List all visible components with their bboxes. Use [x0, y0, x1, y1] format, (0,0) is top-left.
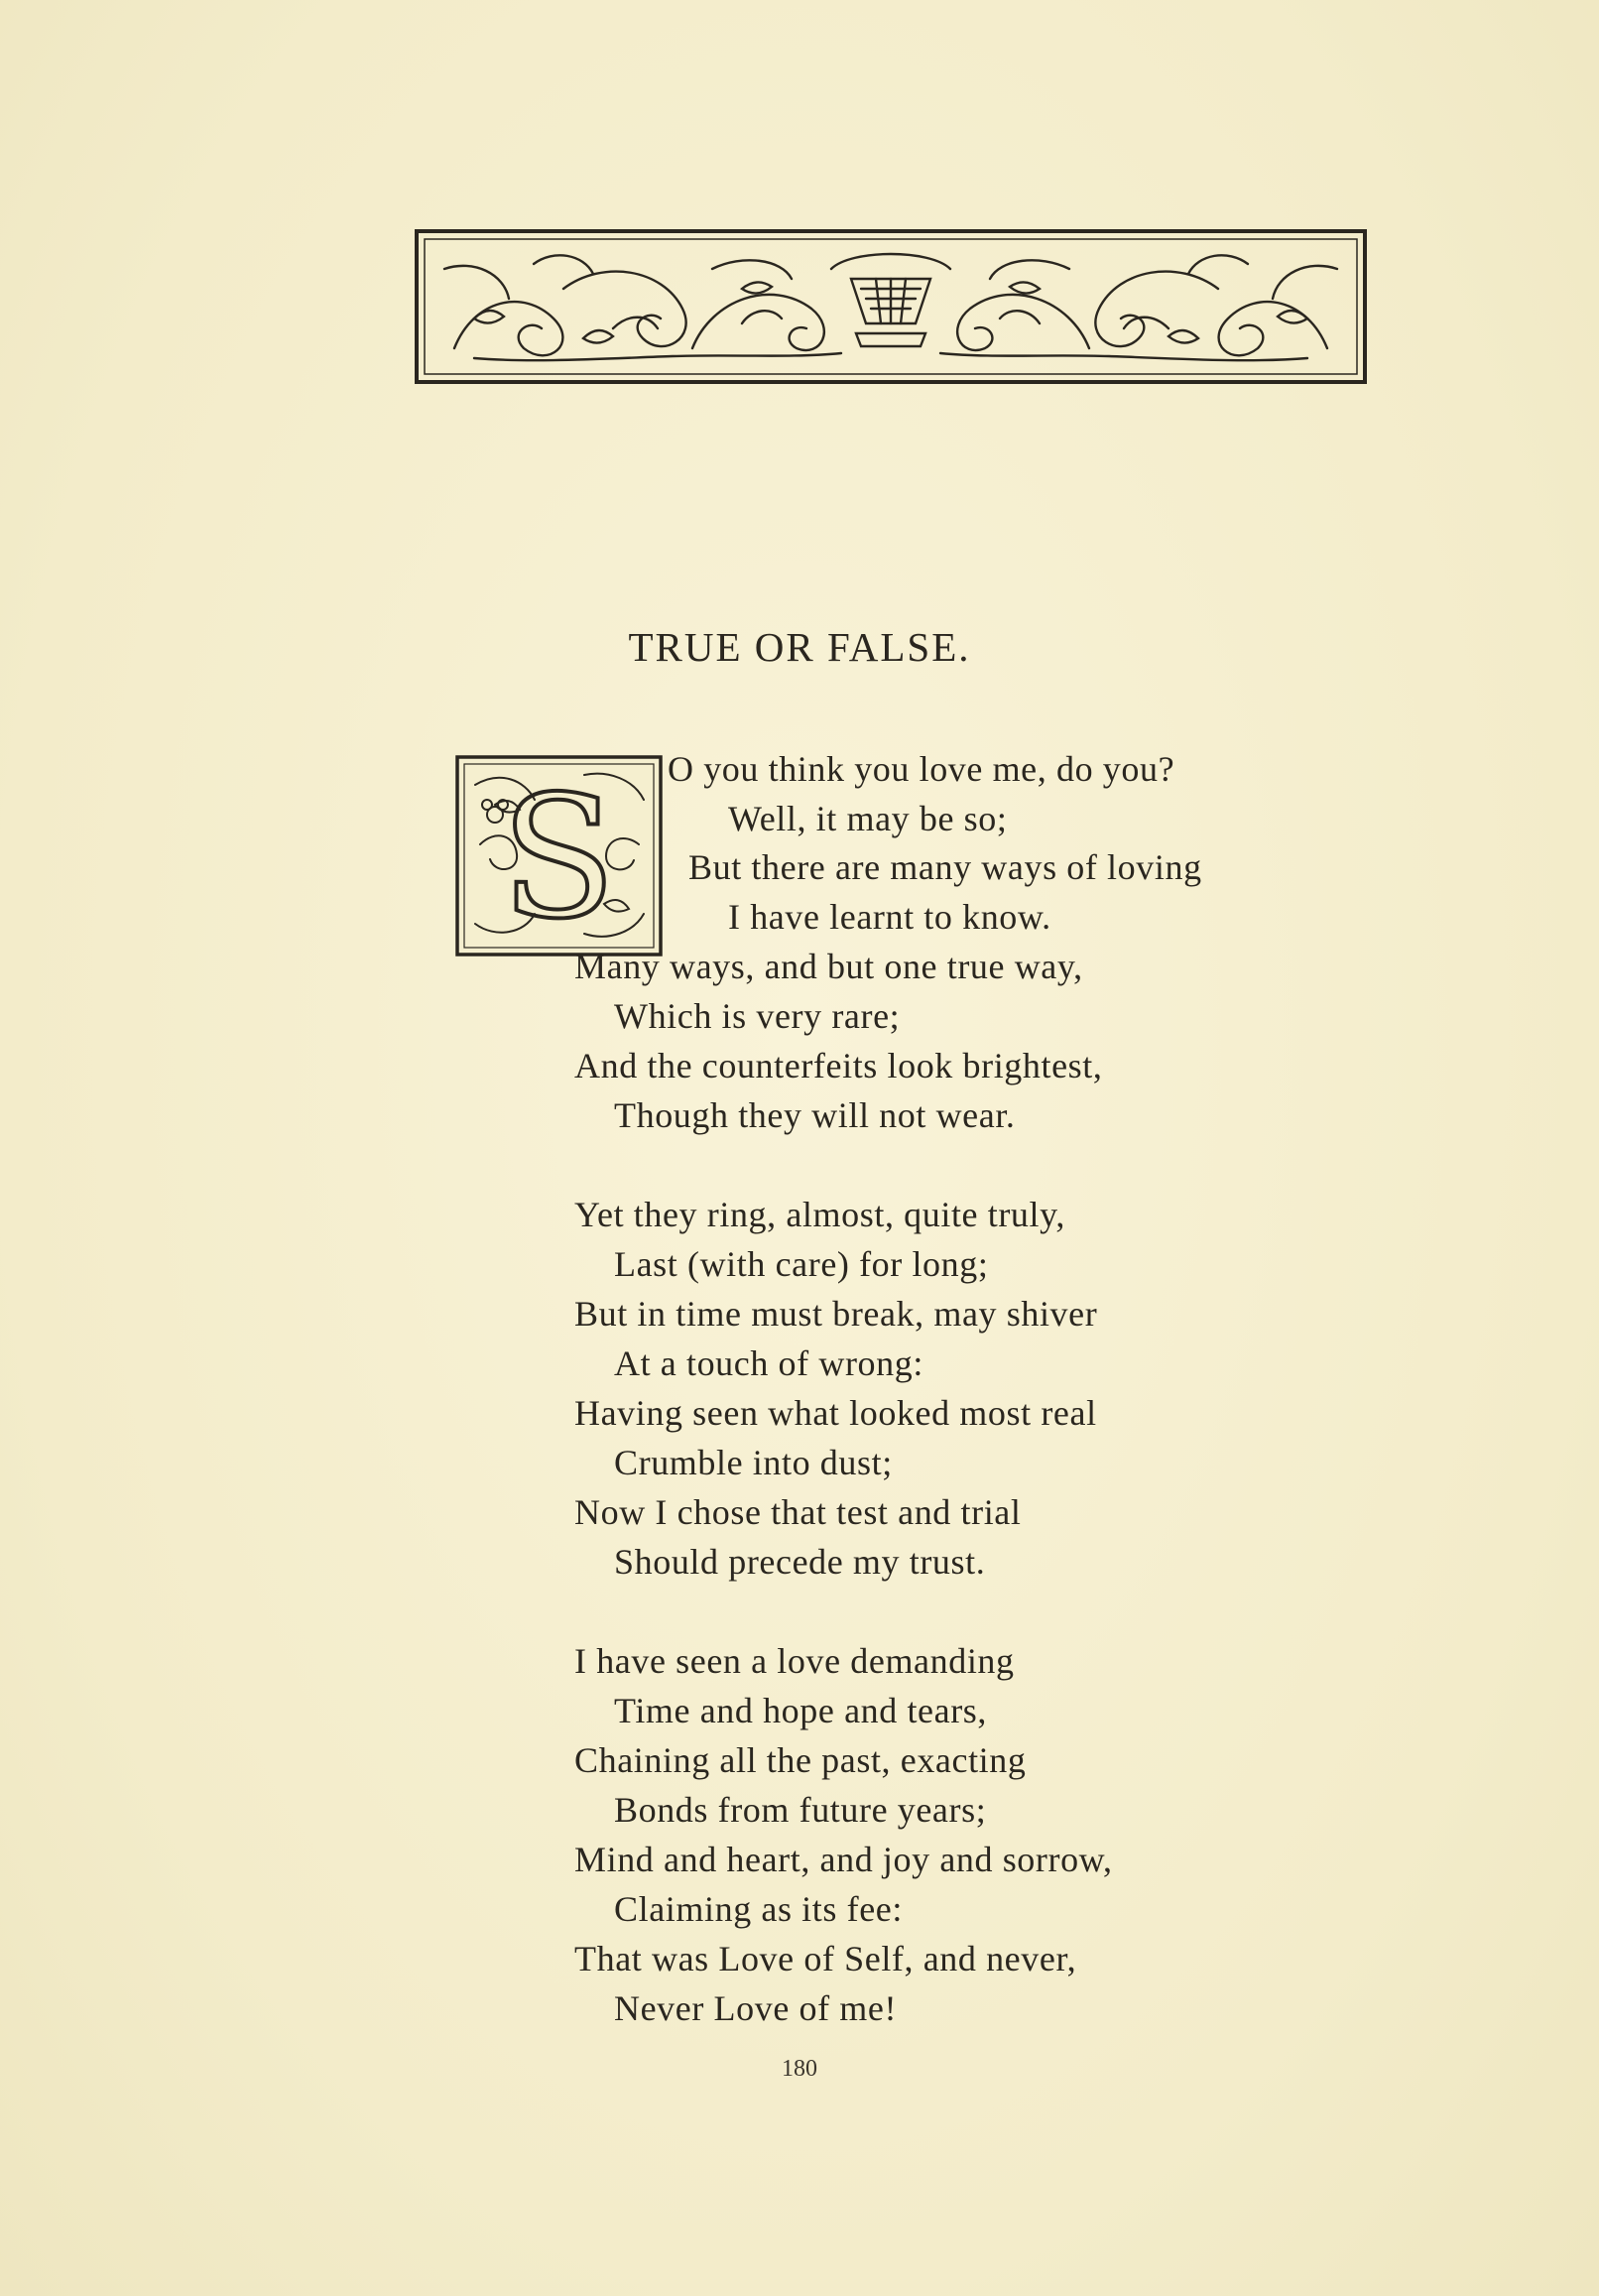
poem-line: Which is very rare; — [614, 996, 901, 1036]
poem-title: TRUE OR FALSE. — [628, 624, 971, 670]
poem-line: Having seen what looked most real — [574, 1393, 1097, 1433]
poem-line: Last (with care) for long; — [614, 1244, 989, 1284]
poem-line: But there are many ways of loving — [688, 847, 1202, 887]
poem-line: Claiming as its fee: — [614, 1889, 903, 1929]
poem-line: But in time must break, may shiver — [574, 1294, 1098, 1334]
drop-cap-letter: S — [500, 760, 617, 957]
poem-line: Mind and heart, and joy and sorrow, — [574, 1840, 1113, 1879]
poem-line: Time and hope and tears, — [614, 1691, 987, 1730]
poem-line: Chaining all the past, exacting — [574, 1740, 1027, 1780]
poem-line: Crumble into dust; — [614, 1443, 893, 1482]
poem-line: At a touch of wrong: — [614, 1343, 923, 1383]
poem-line: Well, it may be so; — [728, 799, 1008, 838]
poem-line: Many ways, and but one true way, — [574, 947, 1083, 986]
poem-line: O you think you love me, do you? — [668, 749, 1175, 789]
poem-line: Though they will not wear. — [614, 1095, 1016, 1135]
decorated-initial-s-icon — [455, 755, 663, 957]
poem-line: Should precede my trust. — [614, 1542, 986, 1582]
poem-line: Bonds from future years; — [614, 1790, 987, 1830]
poem-line: Never Love of me! — [614, 1988, 898, 2028]
poem-line: Yet they ring, almost, quite truly, — [574, 1195, 1065, 1234]
ornamental-headpiece-icon — [415, 229, 1367, 384]
poem-line: I have learnt to know. — [728, 897, 1051, 937]
page-number: 180 — [782, 2056, 817, 2082]
poem-line: That was Love of Self, and never, — [574, 1939, 1077, 1978]
poem-line: I have seen a love demanding — [574, 1641, 1015, 1681]
poem-line: Now I chose that test and trial — [574, 1492, 1022, 1532]
poem-line: And the counterfeits look brightest, — [574, 1046, 1103, 1085]
